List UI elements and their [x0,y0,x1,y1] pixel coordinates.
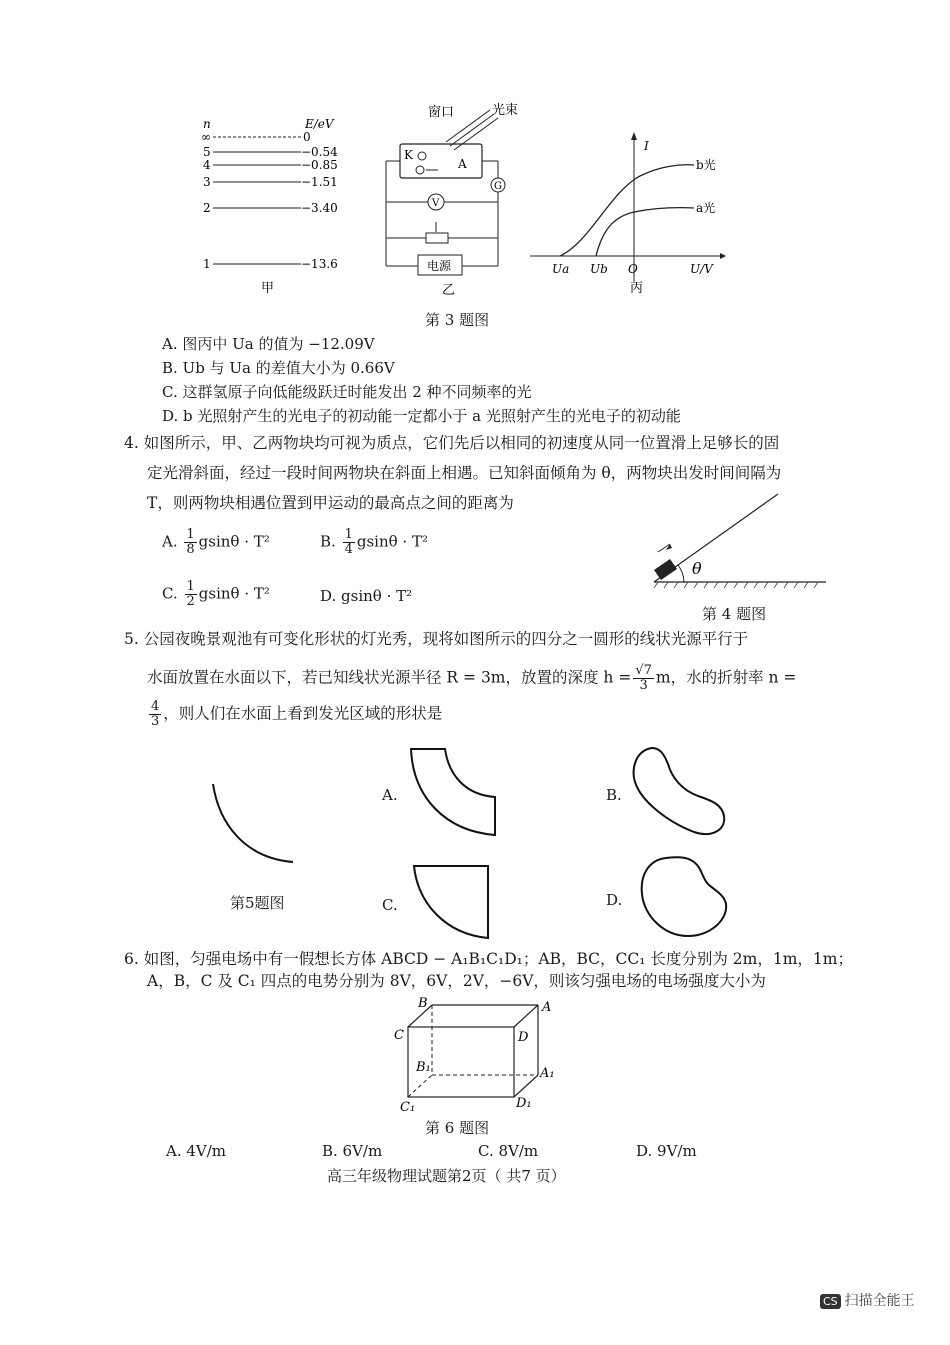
q5-label-a: A. [382,786,398,804]
fig4-incline [650,490,830,600]
origin-label: O [628,262,638,276]
q5-shape-c [410,862,500,942]
fig3-jia-energy-levels [195,112,345,302]
fig-label-jia: 甲 [261,281,275,296]
i-axis-label: I [644,139,649,153]
page-footer: 高三年级物理试题第2页（ 共7 页） [327,1167,566,1185]
q4-stem-line2: 定光滑斜面，经过一段时间两物块在斜面上相遇。已知斜面倾角为 θ，两物块出发时间间隔为 [147,464,782,482]
vertex-b: B [418,996,428,1011]
vertex-c: C [394,1028,404,1043]
q5-label-b: B. [606,786,622,804]
vertex-d: D [518,1030,529,1045]
rheostat-icon [426,233,448,243]
a-light-label: a光 [696,201,716,215]
q6-stem-line2: A，B，C 及 C₁ 四点的电势分别为 8V，6V，2V，−6V，则该匀强电场的电场强度大小为 [147,972,766,990]
ua-label: Ua [552,262,570,276]
fig3-bing-iu-graph [530,132,730,300]
q5-shape-a [405,745,505,840]
power-label: 电源 [427,259,452,273]
q3-option-a: A. 图丙中 Ua 的值为 −12.09V [162,335,375,353]
q5-shape-d [636,852,736,942]
level-n: 2 [203,201,211,215]
q3-option-d: D. b 光照射产生的光电子的初动能一定都小于 a 光照射产生的光电子的初动能 [162,407,681,425]
theta-label: θ [692,559,702,578]
level-e: −13.6 [301,257,338,271]
a-light-curve [596,208,694,256]
level-e: −3.40 [301,201,338,215]
vertex-d1: D₁ [516,1096,532,1111]
fig-label-yi: 乙 [442,283,456,298]
scanner-watermark: CS 扫描全能王 [820,1290,950,1310]
q5-label-c: C. [382,896,398,914]
fig4-caption: 第 4 题图 [702,605,767,623]
level-e: −1.51 [301,175,338,189]
cathode-label: K [404,148,413,162]
vertex-c1: C₁ [400,1100,416,1115]
level-n: 1 [203,257,211,271]
ub-label: Ub [590,262,608,276]
n-label: n [203,117,211,131]
scanner-logo-icon: CS [820,1294,841,1309]
window-label: 窗口 [428,105,455,120]
beam-label: 光束 [492,103,519,118]
b-light-curve [560,165,694,256]
q6-stem-line1: 6. 如图，匀强电场中有一假想长方体 ABCD − A₁B₁C₁D₁；AB，BC，CC₁ 长度分别为 2m，1m，1m； [124,950,853,968]
u-axis-label: U/V [690,262,713,276]
q6-option-a: A. 4V/m [166,1142,227,1160]
q5-stem-line2: 水面放置在水面以下，若已知线状光源半径 R = 3m，放置的深度 h = $\frac{√7}{3}$ m，水的折射率 n = [147,663,797,693]
fig6-cuboid [392,995,562,1115]
vertex-a: A [542,1000,552,1015]
level-e: −0.54 [301,145,338,159]
level-n: 5 [203,145,211,159]
vertex-a1: A₁ [540,1066,555,1081]
q5-shape-b [628,742,738,842]
q6-option-c: C. 8V/m [478,1142,539,1160]
fig3-caption: 第 3 题图 [425,311,490,329]
fig3-yi-circuit [380,98,530,298]
fig6-caption: 第 6 题图 [425,1119,490,1137]
q4-stem-line3: T，则两物块相遇位置到甲运动的最高点之间的距离为 [147,494,514,512]
q4-option-a: A. $\frac{1}{8}$ gsinθ · T² [162,527,270,557]
level-n: 3 [203,175,211,189]
b-light-label: b光 [696,158,716,172]
level-n: ∞ [201,130,211,144]
voltmeter-label: V [432,198,440,209]
e-label: E/eV [305,117,334,131]
fig5-quarter-arc [205,780,305,870]
q5-stem-line3: $\frac{4}{3}$ ，则人们在水面上看到发光区域的形状是 [151,699,443,729]
level-e: −0.85 [301,158,338,172]
q4-option-c: C. $\frac{1}{2}$ gsinθ · T² [162,579,270,609]
vertex-b1: B₁ [416,1060,431,1075]
q5-stem-line1: 5. 公园夜晚景观池有可变化形状的灯光秀，现将如图所示的四分之一圆形的线状光源平行于 [124,630,749,648]
q6-option-d: D. 9V/m [636,1142,697,1160]
fig-label-bing: 丙 [630,281,644,296]
level-n: 4 [203,158,211,172]
block-icon [654,559,677,580]
q4-stem-line1: 4. 如图所示，甲、乙两物块均可视为质点，它们先后以相同的初速度从同一位置滑上足够长的固 [124,434,780,452]
anode-label: A [458,157,467,171]
q3-option-c: C. 这群氢原子向低能级跃迁时能发出 2 种不同频率的光 [162,383,532,401]
q6-option-b: B. 6V/m [322,1142,383,1160]
galvanometer-label: G [494,181,502,192]
q5-label-d: D. [606,891,623,909]
q4-option-d: D. gsinθ · T² [320,587,413,605]
fig5-caption: 第5题图 [230,894,285,912]
level-e: 0 [303,130,311,144]
q3-option-b: B. Ub 与 Ua 的差值大小为 0.66V [162,359,395,377]
q4-option-b: B. $\frac{1}{4}$ gsinθ · T² [320,527,428,557]
